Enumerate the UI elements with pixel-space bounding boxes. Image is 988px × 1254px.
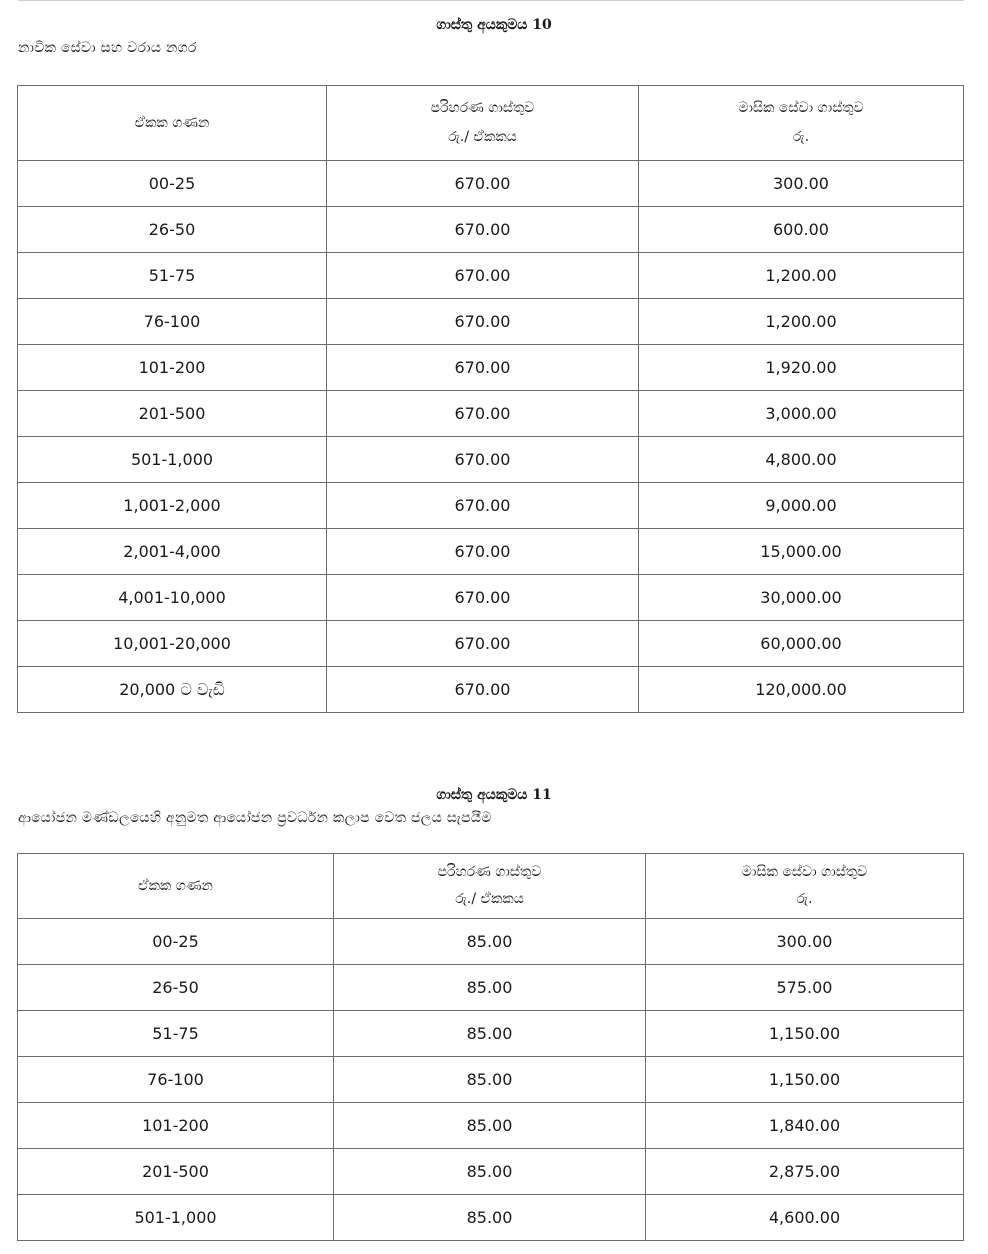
- units-cell: 201-500: [18, 1149, 334, 1195]
- disposal-rate-cell: 85.00: [334, 1149, 646, 1195]
- table-row: [18, 1057, 964, 1103]
- units-cell: 00-25: [18, 919, 334, 965]
- units-cell: 101-200: [18, 1103, 334, 1149]
- table-row: [18, 575, 964, 621]
- header-units: ඒකක ගණන: [18, 86, 327, 161]
- monthly-charge-cell: 300.00: [639, 161, 964, 207]
- table-row: [18, 207, 964, 253]
- disposal-rate-cell: 670.00: [327, 345, 639, 391]
- disposal-rate-cell: 85.00: [334, 965, 646, 1011]
- units-cell: 2,001-4,000: [18, 529, 327, 575]
- units-cell: 1,001-2,000: [18, 483, 327, 529]
- table-row: [18, 1149, 964, 1195]
- table-row: [18, 253, 964, 299]
- header-disposal-line2: රු./ ඒකකය: [448, 129, 517, 145]
- units-cell: 10,001-20,000: [18, 621, 327, 667]
- table-row: [18, 391, 964, 437]
- header-disposal-line2: රු./ ඒකකය: [455, 891, 524, 907]
- header-monthly-line1: මාසික සේවා ගාස්තුව: [741, 864, 868, 880]
- header-monthly-line2: රු.: [796, 891, 813, 907]
- monthly-charge-cell: 30,000.00: [639, 575, 964, 621]
- tariff-11-heading: ගාස්තු අයකුමය 11: [436, 787, 552, 803]
- disposal-rate-cell: 670.00: [327, 483, 639, 529]
- units-cell: 4,001-10,000: [18, 575, 327, 621]
- monthly-charge-cell: 1,150.00: [646, 1011, 964, 1057]
- monthly-charge-cell: 1,150.00: [646, 1057, 964, 1103]
- disposal-rate-cell: 670.00: [327, 161, 639, 207]
- monthly-charge-cell: 15,000.00: [639, 529, 964, 575]
- monthly-charge-cell: 2,875.00: [646, 1149, 964, 1195]
- table-row: [18, 299, 964, 345]
- monthly-charge-cell: 3,000.00: [639, 391, 964, 437]
- table-row: [18, 667, 964, 713]
- units-cell: 501-1,000: [18, 1195, 334, 1241]
- monthly-charge-cell: 1,200.00: [639, 299, 964, 345]
- disposal-rate-cell: 670.00: [327, 529, 639, 575]
- units-cell: 101-200: [18, 345, 327, 391]
- header-monthly-line2: රු.: [792, 129, 810, 145]
- tariff-11-body: [18, 919, 964, 1241]
- table-header-row: [18, 86, 964, 161]
- units-cell: 51-75: [18, 253, 327, 299]
- tariff-11-subtitle: ආයෝජන මණ්ඩලයෙහි අනුමත ආයෝජන ප්‍රවර්ධන කලාප වෙත ජලය සැපයීම: [18, 810, 492, 826]
- units-cell: 76-100: [18, 299, 327, 345]
- table-row: [18, 161, 964, 207]
- table-row: [18, 919, 964, 965]
- header-monthly-line1: මාසික සේවා ගාස්තුව: [738, 100, 864, 116]
- table-row: [18, 483, 964, 529]
- table-row: [18, 621, 964, 667]
- units-cell: 26-50: [18, 207, 327, 253]
- header-disposal-line1: පරිහරණ ගාස්තුව: [437, 864, 542, 880]
- header-disposal-charge: [327, 86, 639, 161]
- monthly-charge-cell: 1,920.00: [639, 345, 964, 391]
- tariff-10-subtitle: නාවික සේවා සහ වරාය නගර: [18, 40, 197, 56]
- monthly-charge-cell: 300.00: [646, 919, 964, 965]
- monthly-charge-cell: 600.00: [639, 207, 964, 253]
- monthly-charge-cell: 60,000.00: [639, 621, 964, 667]
- tariff-10-table: [17, 85, 964, 713]
- header-units: ඒකක ගණන: [18, 854, 334, 919]
- disposal-rate-cell: 670.00: [327, 667, 639, 713]
- disposal-rate-cell: 85.00: [334, 1011, 646, 1057]
- table-header-row: [18, 854, 964, 919]
- header-monthly-charge: [646, 854, 964, 919]
- disposal-rate-cell: 670.00: [327, 253, 639, 299]
- header-disposal-line1: පරිහරණ ගාස්තුව: [430, 100, 535, 116]
- disposal-rate-cell: 670.00: [327, 437, 639, 483]
- table-row: [18, 1195, 964, 1241]
- monthly-charge-cell: 1,840.00: [646, 1103, 964, 1149]
- monthly-charge-cell: 9,000.00: [639, 483, 964, 529]
- table-row: [18, 1011, 964, 1057]
- units-cell: 26-50: [18, 965, 334, 1011]
- disposal-rate-cell: 85.00: [334, 1195, 646, 1241]
- units-cell: 00-25: [18, 161, 327, 207]
- header-monthly-charge: [639, 86, 964, 161]
- disposal-rate-cell: 85.00: [334, 1057, 646, 1103]
- disposal-rate-cell: 85.00: [334, 919, 646, 965]
- monthly-charge-cell: 575.00: [646, 965, 964, 1011]
- tariff-10-body: [18, 161, 964, 713]
- disposal-rate-cell: 670.00: [327, 299, 639, 345]
- tariff-10-heading: ගාස්තු අයකුමය 10: [436, 17, 552, 33]
- tariff-11-table: [17, 853, 964, 1241]
- table-row: [18, 965, 964, 1011]
- units-cell: 201-500: [18, 391, 327, 437]
- disposal-rate-cell: 85.00: [334, 1103, 646, 1149]
- disposal-rate-cell: 670.00: [327, 207, 639, 253]
- top-rule: [18, 0, 964, 1]
- disposal-rate-cell: 670.00: [327, 621, 639, 667]
- table-row: [18, 345, 964, 391]
- disposal-rate-cell: 670.00: [327, 391, 639, 437]
- units-cell: 20,000 ට වැඩි: [18, 667, 327, 713]
- table-row: [18, 529, 964, 575]
- table-row: [18, 437, 964, 483]
- disposal-rate-cell: 670.00: [327, 575, 639, 621]
- monthly-charge-cell: 1,200.00: [639, 253, 964, 299]
- monthly-charge-cell: 120,000.00: [639, 667, 964, 713]
- units-cell: 501-1,000: [18, 437, 327, 483]
- units-cell: 76-100: [18, 1057, 334, 1103]
- header-disposal-charge: [334, 854, 646, 919]
- table-row: [18, 1103, 964, 1149]
- monthly-charge-cell: 4,800.00: [639, 437, 964, 483]
- units-cell: 51-75: [18, 1011, 334, 1057]
- monthly-charge-cell: 4,600.00: [646, 1195, 964, 1241]
